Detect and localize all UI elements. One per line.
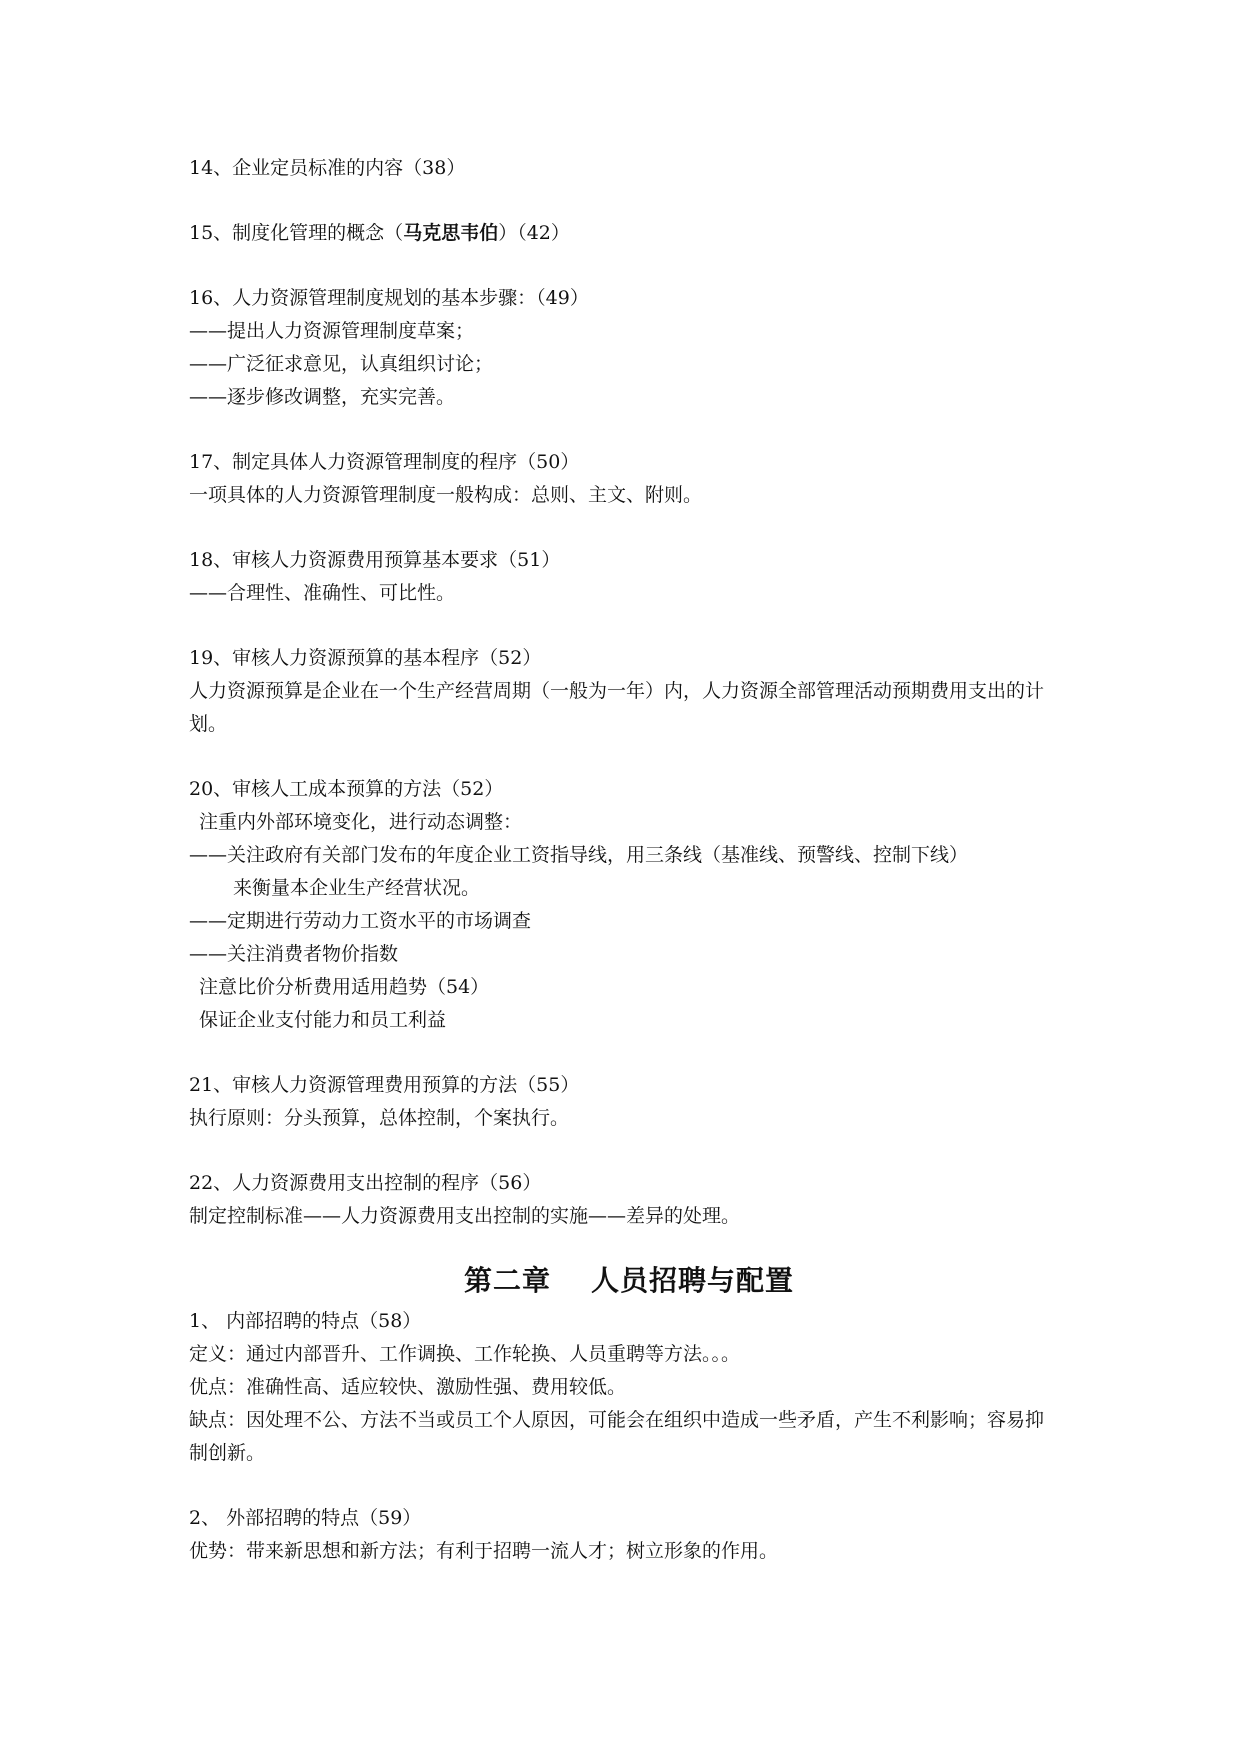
item-16-line: ——提出人力资源管理制度草案； <box>189 320 475 342</box>
item-15-title <box>189 217 1069 250</box>
item-14-title: 14、企业定员标准的内容（38） <box>189 157 466 179</box>
ch2-item-1-definition: 定义：通过内部晋升、工作调换、工作轮换、人员重聘等方法。。。 <box>189 1343 741 1365</box>
item-19-title: 19、审核人力资源预算的基本程序（52） <box>189 647 542 669</box>
item-19-paragraph: 人力资源预算是企业在一个生产经营周期（一般为一年）内，人力资源全部管理活动预期费用支出的计划。 <box>189 680 1045 735</box>
item-18-line: ——合理性、准确性、可比性。 <box>189 582 456 604</box>
item-20-line: 注重内外部环境变化，进行动态调整： <box>199 811 523 833</box>
item-20-title: 20、审核人工成本预算的方法（52） <box>189 778 504 800</box>
item-21-line: 执行原则：分头预算，总体控制，个案执行。 <box>189 1107 570 1129</box>
item-17-line: 一项具体的人力资源管理制度一般构成：总则、主文、附则。 <box>189 484 703 506</box>
chapter-number: 第二章 <box>463 1264 551 1297</box>
item-22-line: 制定控制标准——人力资源费用支出控制的实施——差异的处理。 <box>189 1205 741 1227</box>
item-16-line: ——广泛征求意见，认真组织讨论； <box>189 353 494 375</box>
item-21-title: 21、审核人力资源管理费用预算的方法（55） <box>189 1074 580 1096</box>
ch2-item-1-title: 1、 内部招聘的特点（58） <box>189 1310 422 1332</box>
item-16-title: 16、人力资源管理制度规划的基本步骤：（49） <box>189 287 589 309</box>
item-20-line: 保证企业支付能力和员工利益 <box>199 1009 447 1031</box>
item-20-line: ——关注政府有关部门发布的年度企业工资指导线，用三条线（基准线、预警线、控制下线） <box>189 844 969 866</box>
item-22-title: 22、人力资源费用支出控制的程序（56） <box>189 1172 542 1194</box>
item-20-line: 注意比价分析费用适用趋势（54） <box>199 976 490 998</box>
item-17-title: 17、制定具体人力资源管理制度的程序（50） <box>189 451 580 473</box>
item-15-suffix: ）（42） <box>498 222 570 244</box>
item-15-bold-name: 马克思韦伯 <box>403 222 499 244</box>
item-20-line: ——定期进行劳动力工资水平的市场调查 <box>189 910 532 932</box>
item-20-line: ——关注消费者物价指数 <box>189 943 399 965</box>
document-page <box>189 152 1069 1568</box>
ch2-item-2-advantages: 优势：带来新思想和新方法；有利于招聘一流人才；树立形象的作用。 <box>189 1540 779 1562</box>
ch2-item-1-disadvantages: 缺点：因处理不公、方法不当或员工个人原因，可能会在组织中造成一些矛盾，产生不利影响；容易抑制创新。 <box>189 1409 1045 1464</box>
item-18-title: 18、审核人力资源费用预算基本要求（51） <box>189 549 561 571</box>
item-20-line: 来衡量本企业生产经营状况。 <box>233 877 481 899</box>
item-16-line: ——逐步修改调整，充实完善。 <box>189 386 456 408</box>
item-15-prefix: 15、制度化管理的概念（ <box>189 222 404 244</box>
chapter-heading <box>189 1261 1069 1301</box>
ch2-item-2-title: 2、 外部招聘的特点（59） <box>189 1507 422 1529</box>
chapter-title: 人员招聘与配置 <box>591 1264 795 1297</box>
ch2-item-1-advantages: 优点：准确性高、适应较快、激励性强、费用较低。 <box>189 1376 627 1398</box>
